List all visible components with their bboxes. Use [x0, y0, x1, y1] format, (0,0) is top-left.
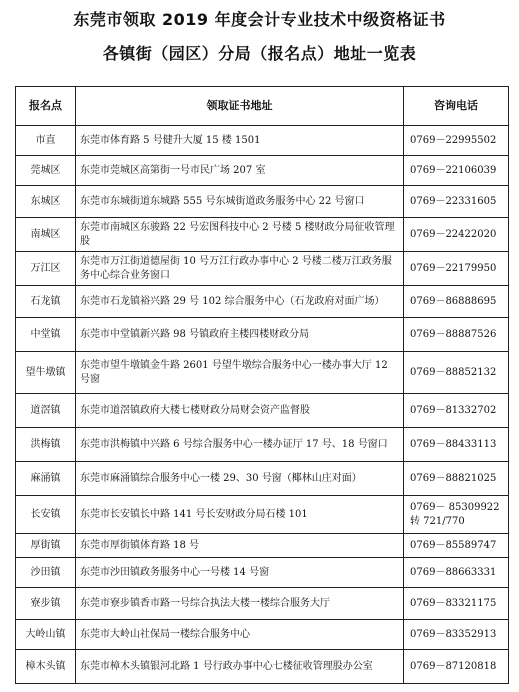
- cell-name: 南城区: [16, 218, 76, 252]
- cell-phone: 0769－83321175: [404, 588, 509, 620]
- cell-phone: 0769－ 85309922 转 721/770: [404, 496, 509, 534]
- table-row: [16, 496, 509, 534]
- cell-address: 东莞市道滘镇政府大楼七楼财政分局财会资产监督股: [76, 394, 404, 428]
- cell-phone: 0769－88663331: [404, 558, 509, 588]
- table-row: [16, 428, 509, 462]
- cell-name: 万江区: [16, 252, 76, 286]
- cell-name: 望牛墩镇: [16, 352, 76, 394]
- table-row: [16, 558, 509, 588]
- cell-address: 东莞市望牛墩镇金牛路 2601 号望牛墩综合服务中心一楼办事大厅 12 号窗: [76, 352, 404, 394]
- cell-name: 长安镇: [16, 496, 76, 534]
- table-row: [16, 650, 509, 684]
- cell-name: 大岭山镇: [16, 620, 76, 650]
- cell-address: 东莞市厚街镇体育路 18 号: [76, 534, 404, 558]
- header-address: 领取证书地址: [76, 87, 404, 126]
- cell-address: 东莞市石龙镇裕兴路 29 号 102 综合服务中心（石龙政府对面广场）: [76, 286, 404, 318]
- cell-phone: 0769－22179950: [404, 252, 509, 286]
- cell-address: 东莞市寮步镇香市路一号综合执法大楼一楼综合服务大厅: [76, 588, 404, 620]
- cell-address: 东莞市大岭山社保局一楼综合服务中心: [76, 620, 404, 650]
- cell-address: 东莞市沙田镇政务服务中心一号楼 14 号窗: [76, 558, 404, 588]
- cell-address: 东莞市南城区东骏路 22 号宏图科技中心 2 号楼 5 楼财政分局征收管理股: [76, 218, 404, 252]
- cell-address: 东莞市樟木头镇银河北路 1 号行政办事中心七楼征收管理股办公室: [76, 650, 404, 684]
- cell-name: 厚街镇: [16, 534, 76, 558]
- header-name: 报名点: [16, 87, 76, 126]
- cell-address: 东莞市麻涌镇综合服务中心一楼 29、30 号窗（椰林山庄对面）: [76, 462, 404, 496]
- table-row: [16, 620, 509, 650]
- table-row: [16, 252, 509, 286]
- cell-phone: 0769－88852132: [404, 352, 509, 394]
- cell-address: 东莞市中堂镇新兴路 98 号镇政府主楼四楼财政分局: [76, 318, 404, 352]
- cell-phone: 0769－88887526: [404, 318, 509, 352]
- cell-name: 石龙镇: [16, 286, 76, 318]
- table-row: [16, 462, 509, 496]
- table-row: [16, 588, 509, 620]
- cell-name: 莞城区: [16, 156, 76, 186]
- cell-name: 樟木头镇: [16, 650, 76, 684]
- cell-phone: 0769－88821025: [404, 462, 509, 496]
- table-row: [16, 394, 509, 428]
- cell-phone: 0769－22331605: [404, 186, 509, 218]
- cell-name: 沙田镇: [16, 558, 76, 588]
- cell-phone: 0769－88433113: [404, 428, 509, 462]
- cell-phone: 0769－87120818: [404, 650, 509, 684]
- cell-name: 东城区: [16, 186, 76, 218]
- cell-name: 市直: [16, 126, 76, 156]
- cell-address: 东莞市长安镇长中路 141 号长安财政分局石楼 101: [76, 496, 404, 534]
- cell-phone: 0769－81332702: [404, 394, 509, 428]
- address-table: [15, 86, 509, 684]
- header-phone: 咨询电话: [404, 87, 509, 126]
- document-title-line2: 各镇街（园区）分局（报名点）地址一览表: [102, 44, 417, 63]
- cell-phone: 0769－86888695: [404, 286, 509, 318]
- cell-name: 洪梅镇: [16, 428, 76, 462]
- table-row: [16, 318, 509, 352]
- cell-phone: 0769－83352913: [404, 620, 509, 650]
- cell-address: 东莞市东城街道东城路 555 号东城街道政务服务中心 22 号窗口: [76, 186, 404, 218]
- cell-phone: 0769－22995502: [404, 126, 509, 156]
- table-row: [16, 156, 509, 186]
- cell-address: 东莞市万江街道德屋街 10 号万江行政办事中心 2 号楼二楼万江政务服务中心综合业务窗口: [76, 252, 404, 286]
- table-row: [16, 126, 509, 156]
- cell-address: 东莞市洪梅镇中兴路 6 号综合服务中心一楼办证厅 17 号、18 号窗口: [76, 428, 404, 462]
- table-header-row: [16, 87, 509, 126]
- table-row: [16, 352, 509, 394]
- cell-phone: 0769－22422020: [404, 218, 509, 252]
- document-title-line1: 东莞市领取 2019 年度会计专业技术中级资格证书: [73, 10, 446, 29]
- cell-address: 东莞市莞城区高第街一号市民广场 207 室: [76, 156, 404, 186]
- cell-phone: 0769－85589747: [404, 534, 509, 558]
- cell-name: 道滘镇: [16, 394, 76, 428]
- table-row: [16, 534, 509, 558]
- cell-phone: 0769－22106039: [404, 156, 509, 186]
- table-row: [16, 218, 509, 252]
- cell-address: 东莞市体育路 5 号健升大厦 15 楼 1501: [76, 126, 404, 156]
- cell-name: 中堂镇: [16, 318, 76, 352]
- cell-name: 麻涌镇: [16, 462, 76, 496]
- table-row: [16, 286, 509, 318]
- cell-name: 寮步镇: [16, 588, 76, 620]
- table-row: [16, 186, 509, 218]
